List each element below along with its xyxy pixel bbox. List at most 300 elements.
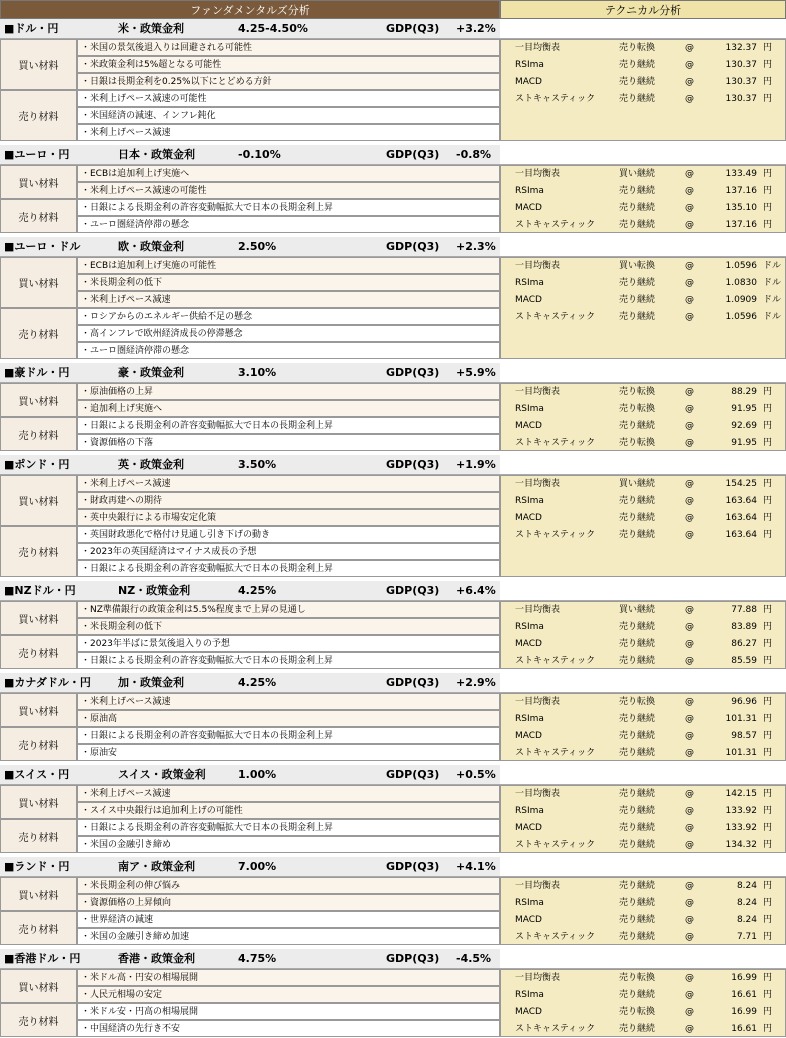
- price-unit: 円: [763, 404, 773, 414]
- at-mark: @: [685, 94, 694, 104]
- pair-name: ■ユーロ・ドル: [4, 240, 81, 253]
- price-unit: 円: [763, 60, 773, 70]
- technical-row: [501, 653, 786, 670]
- price-value: 133.49: [725, 169, 757, 179]
- sell-factor-item: ・米国の金融引き締め: [77, 836, 500, 853]
- price-unit: ドル: [763, 312, 782, 322]
- at-mark: @: [685, 1024, 694, 1034]
- at-mark: @: [685, 169, 694, 179]
- pair-header-row: [0, 581, 500, 601]
- technical-row: [501, 493, 786, 510]
- pair-header-row: [0, 19, 500, 39]
- sell-factor-item: ・ロシアからのエネルギー供給不足の懸念: [77, 308, 500, 325]
- indicator-name: RSIma: [515, 990, 544, 1000]
- technical-row: [501, 401, 786, 418]
- technical-row: [501, 527, 786, 544]
- technical-row: [501, 510, 786, 527]
- technical-row: [501, 183, 786, 200]
- buy-factor-item: ・米ドル高・円安の相場展開: [77, 969, 500, 986]
- indicator-name: MACD: [515, 77, 542, 87]
- signal-status: 買い継続: [619, 605, 656, 615]
- indicator-name: 一目均衡表: [515, 789, 561, 799]
- pair-header-row-technical: [500, 765, 786, 785]
- buy-factor-item: ・米長期金利の低下: [77, 274, 500, 291]
- signal-status: 売り継続: [619, 881, 656, 891]
- buy-factors-label: 買い材料: [0, 693, 77, 727]
- price-value: 101.31: [725, 748, 757, 758]
- signal-status: 売り継続: [619, 421, 656, 431]
- buy-factors-label: 買い材料: [0, 257, 77, 308]
- gdp-value: +3.2%: [456, 22, 496, 35]
- technical-header: テクニカル分析: [500, 0, 786, 19]
- buy-factor-item: ・ECBは追加利上げ実施へ: [77, 165, 500, 182]
- buy-factor-item: ・米利上げペース減速: [77, 785, 500, 802]
- price-value: 132.37: [725, 43, 757, 53]
- buy-factor-item: ・スイス中央銀行は追加利上げの可能性: [77, 802, 500, 819]
- signal-status: 売り継続: [619, 932, 656, 942]
- pair-header-row: [0, 237, 500, 257]
- buy-factor-item: ・原油高: [77, 710, 500, 727]
- technical-row: [501, 878, 786, 895]
- sell-factor-item: ・米利上げペース減速: [77, 124, 500, 141]
- technical-row: [501, 275, 786, 292]
- price-unit: 円: [763, 387, 773, 397]
- price-unit: ドル: [763, 278, 782, 288]
- signal-status: 売り継続: [619, 789, 656, 799]
- price-unit: 円: [763, 990, 773, 1000]
- gdp-value: -4.5%: [456, 952, 492, 965]
- gdp-value: -0.8%: [456, 148, 492, 161]
- price-unit: 円: [763, 94, 773, 104]
- at-mark: @: [685, 731, 694, 741]
- pair-header-row: [0, 363, 500, 383]
- technical-row: [501, 636, 786, 653]
- signal-status: 売り継続: [619, 898, 656, 908]
- technical-row: [501, 200, 786, 217]
- at-mark: @: [685, 932, 694, 942]
- buy-factor-item: ・米利上げペース減速の可能性: [77, 182, 500, 199]
- price-value: 7.71: [736, 932, 757, 942]
- gdp-value: +5.9%: [456, 366, 496, 379]
- signal-status: 売り継続: [619, 622, 656, 632]
- price-value: 91.95: [731, 404, 757, 414]
- at-mark: @: [685, 77, 694, 87]
- buy-factor-item: ・資源価格の上昇傾向: [77, 894, 500, 911]
- policy-rate-label: 豪・政策金利: [118, 366, 184, 379]
- indicator-name: RSIma: [515, 278, 544, 288]
- sell-factor-item: ・中国経済の先行き不安: [77, 1020, 500, 1037]
- price-value: 1.0596: [725, 261, 757, 271]
- signal-status: 売り転換: [619, 438, 656, 448]
- pair-header-row-technical: [500, 363, 786, 383]
- indicator-name: ストキャスティック: [515, 1024, 596, 1034]
- buy-factor-item: ・原油価格の上昇: [77, 383, 500, 400]
- indicator-name: 一目均衡表: [515, 261, 561, 271]
- technical-panel: [500, 383, 786, 451]
- policy-rate-label: 英・政策金利: [118, 458, 184, 471]
- price-value: 85.59: [731, 656, 757, 666]
- policy-rate-value: 3.10%: [238, 366, 277, 379]
- sell-factor-item: ・2023年の英国経済はマイナス成長の予想: [77, 543, 500, 560]
- price-value: 98.57: [731, 731, 757, 741]
- price-unit: 円: [763, 530, 773, 540]
- technical-row: [501, 694, 786, 711]
- signal-status: 売り継続: [619, 77, 656, 87]
- indicator-name: RSIma: [515, 496, 544, 506]
- price-unit: 円: [763, 714, 773, 724]
- policy-rate-value: 4.75%: [238, 952, 277, 965]
- indicator-name: ストキャスティック: [515, 312, 596, 322]
- price-value: 101.31: [725, 714, 757, 724]
- price-value: 130.37: [725, 77, 757, 87]
- price-unit: 円: [763, 840, 773, 850]
- pair-header-row: [0, 765, 500, 785]
- pair-header-row: [0, 949, 500, 969]
- technical-panel: [500, 693, 786, 761]
- buy-factors-label: 買い材料: [0, 39, 77, 90]
- policy-rate-label: 南ア・政策金利: [118, 860, 195, 873]
- indicator-name: RSIma: [515, 404, 544, 414]
- signal-status: 売り継続: [619, 94, 656, 104]
- buy-factor-item: ・人民元相場の安定: [77, 986, 500, 1003]
- price-unit: 円: [763, 479, 773, 489]
- technical-row: [501, 40, 786, 57]
- price-value: 142.15: [725, 789, 757, 799]
- at-mark: @: [685, 438, 694, 448]
- price-unit: ドル: [763, 261, 782, 271]
- pair-name: ■ランド・円: [4, 860, 70, 873]
- price-unit: 円: [763, 806, 773, 816]
- indicator-name: MACD: [515, 823, 542, 833]
- policy-rate-label: スイス・政策金利: [118, 768, 206, 781]
- price-unit: 円: [763, 513, 773, 523]
- price-unit: 円: [763, 881, 773, 891]
- signal-status: 売り継続: [619, 60, 656, 70]
- price-value: 88.29: [731, 387, 757, 397]
- price-unit: 円: [763, 496, 773, 506]
- pair-header-row: [0, 145, 500, 165]
- technical-row: [501, 476, 786, 493]
- sell-factor-item: ・日銀による長期金利の許容変動幅拡大で日本の長期金利上昇: [77, 199, 500, 216]
- gdp-label: GDP(Q3): [386, 240, 440, 253]
- indicator-name: RSIma: [515, 186, 544, 196]
- signal-status: 売り継続: [619, 295, 656, 305]
- pair-name: ■スイス・円: [4, 768, 70, 781]
- pair-name: ■カナダドル・円: [4, 676, 91, 689]
- signal-status: 売り転換: [619, 404, 656, 414]
- sell-factor-item: ・米利上げペース減速の可能性: [77, 90, 500, 107]
- signal-status: 売り継続: [619, 915, 656, 925]
- indicator-name: RSIma: [515, 60, 544, 70]
- technical-row: [501, 1004, 786, 1021]
- sell-factors-label: 売り材料: [0, 819, 77, 853]
- policy-rate-value: 4.25-4.50%: [238, 22, 308, 35]
- indicator-name: ストキャスティック: [515, 840, 596, 850]
- sell-factor-item: ・日銀による長期金利の許容変動幅拡大で日本の長期金利上昇: [77, 727, 500, 744]
- buy-factors-label: 買い材料: [0, 785, 77, 819]
- gdp-value: +2.3%: [456, 240, 496, 253]
- price-value: 86.27: [731, 639, 757, 649]
- price-value: 16.99: [731, 1007, 757, 1017]
- buy-factor-item: ・米利上げペース減速: [77, 475, 500, 492]
- gdp-label: GDP(Q3): [386, 860, 440, 873]
- technical-row: [501, 745, 786, 762]
- technical-row: [501, 786, 786, 803]
- technical-row: [501, 384, 786, 401]
- policy-rate-value: -0.10%: [238, 148, 281, 161]
- policy-rate-value: 3.50%: [238, 458, 277, 471]
- signal-status: 売り転換: [619, 387, 656, 397]
- gdp-label: GDP(Q3): [386, 148, 440, 161]
- sell-factors-label: 売り材料: [0, 199, 77, 233]
- price-unit: 円: [763, 639, 773, 649]
- signal-status: 売り継続: [619, 840, 656, 850]
- technical-row: [501, 418, 786, 435]
- price-unit: 円: [763, 697, 773, 707]
- sell-factors-label: 売り材料: [0, 635, 77, 669]
- at-mark: @: [685, 748, 694, 758]
- signal-status: 売り継続: [619, 748, 656, 758]
- indicator-name: RSIma: [515, 714, 544, 724]
- gdp-label: GDP(Q3): [386, 366, 440, 379]
- buy-factor-item: ・米利上げペース減速: [77, 291, 500, 308]
- indicator-name: ストキャスティック: [515, 438, 596, 448]
- buy-factor-item: ・NZ準備銀行の政策金利は5.5%程度まで上昇の見通し: [77, 601, 500, 618]
- pair-header-row: [0, 857, 500, 877]
- signal-status: 売り継続: [619, 990, 656, 1000]
- gdp-value: +4.1%: [456, 860, 496, 873]
- sell-factor-item: ・米国経済の減速、インフレ鈍化: [77, 107, 500, 124]
- price-value: 96.96: [731, 697, 757, 707]
- buy-factor-item: ・英中央銀行による市場安定化策: [77, 509, 500, 526]
- policy-rate-label: 加・政策金利: [118, 676, 184, 689]
- price-value: 83.89: [731, 622, 757, 632]
- indicator-name: 一目均衡表: [515, 43, 561, 53]
- sell-factor-item: ・英国財政悪化で格付け見通し引き下げの動き: [77, 526, 500, 543]
- signal-status: 売り継続: [619, 530, 656, 540]
- indicator-name: MACD: [515, 1007, 542, 1017]
- price-unit: 円: [763, 973, 773, 983]
- indicator-name: 一目均衡表: [515, 973, 561, 983]
- buy-factors-label: 買い材料: [0, 383, 77, 417]
- technical-row: [501, 837, 786, 854]
- technical-panel: [500, 475, 786, 577]
- signal-status: 売り継続: [619, 220, 656, 230]
- sell-factors-label: 売り材料: [0, 727, 77, 761]
- price-unit: 円: [763, 656, 773, 666]
- pair-header-row-technical: [500, 949, 786, 969]
- signal-status: 売り継続: [619, 731, 656, 741]
- sell-factor-item: ・米ドル安・円高の相場展開: [77, 1003, 500, 1020]
- price-value: 91.95: [731, 438, 757, 448]
- price-unit: ドル: [763, 295, 782, 305]
- sell-factors-label: 売り材料: [0, 90, 77, 141]
- sell-factor-item: ・高インフレで欧州経済成長の停滞懸念: [77, 325, 500, 342]
- buy-factor-item: ・米国の景気後退入りは回避される可能性: [77, 39, 500, 56]
- policy-rate-label: 香港・政策金利: [118, 952, 195, 965]
- price-value: 135.10: [725, 203, 757, 213]
- sell-factors-label: 売り材料: [0, 911, 77, 945]
- pair-name: ■豪ドル・円: [4, 366, 70, 379]
- technical-row: [501, 74, 786, 91]
- pair-header-row-technical: [500, 237, 786, 257]
- at-mark: @: [685, 1007, 694, 1017]
- policy-rate-label: NZ・政策金利: [118, 584, 191, 597]
- sell-factor-item: ・日銀による長期金利の許容変動幅拡大で日本の長期金利上昇: [77, 819, 500, 836]
- price-unit: 円: [763, 421, 773, 431]
- price-unit: 円: [763, 731, 773, 741]
- price-unit: 円: [763, 77, 773, 87]
- at-mark: @: [685, 656, 694, 666]
- at-mark: @: [685, 823, 694, 833]
- sell-factor-item: ・原油安: [77, 744, 500, 761]
- indicator-name: 一目均衡表: [515, 169, 561, 179]
- gdp-label: GDP(Q3): [386, 22, 440, 35]
- buy-factor-item: ・日銀は長期金利を0.25%以下にとどめる方針: [77, 73, 500, 90]
- technical-row: [501, 1021, 786, 1038]
- gdp-label: GDP(Q3): [386, 676, 440, 689]
- technical-row: [501, 803, 786, 820]
- at-mark: @: [685, 881, 694, 891]
- indicator-name: MACD: [515, 915, 542, 925]
- price-unit: 円: [763, 1007, 773, 1017]
- technical-row: [501, 970, 786, 987]
- at-mark: @: [685, 220, 694, 230]
- at-mark: @: [685, 295, 694, 305]
- price-unit: 円: [763, 898, 773, 908]
- policy-rate-value: 1.00%: [238, 768, 277, 781]
- technical-row: [501, 912, 786, 929]
- price-value: 137.16: [725, 220, 757, 230]
- price-unit: 円: [763, 915, 773, 925]
- buy-factor-item: ・米政策金利は5%超となる可能性: [77, 56, 500, 73]
- policy-rate-label: 日本・政策金利: [118, 148, 195, 161]
- gdp-label: GDP(Q3): [386, 584, 440, 597]
- price-value: 163.64: [725, 513, 757, 523]
- indicator-name: ストキャスティック: [515, 748, 596, 758]
- signal-status: 買い継続: [619, 169, 656, 179]
- price-value: 16.61: [731, 990, 757, 1000]
- signal-status: 売り継続: [619, 186, 656, 196]
- policy-rate-label: 欧・政策金利: [118, 240, 184, 253]
- technical-row: [501, 91, 786, 108]
- at-mark: @: [685, 789, 694, 799]
- buy-factor-item: ・米長期金利の伸び悩み: [77, 877, 500, 894]
- technical-row: [501, 602, 786, 619]
- price-value: 133.92: [725, 806, 757, 816]
- at-mark: @: [685, 421, 694, 431]
- technical-panel: [500, 969, 786, 1037]
- pair-header-row-technical: [500, 581, 786, 601]
- at-mark: @: [685, 404, 694, 414]
- fundamentals-header: ファンダメンタルズ分析: [0, 0, 500, 19]
- technical-panel: [500, 785, 786, 853]
- pair-header-row-technical: [500, 857, 786, 877]
- price-unit: 円: [763, 220, 773, 230]
- buy-factor-item: ・米長期金利の低下: [77, 618, 500, 635]
- policy-rate-value: 4.25%: [238, 584, 277, 597]
- signal-status: 売り継続: [619, 806, 656, 816]
- price-value: 1.0830: [725, 278, 757, 288]
- policy-rate-value: 2.50%: [238, 240, 277, 253]
- pair-name: ■ドル・円: [4, 22, 59, 35]
- gdp-value: +1.9%: [456, 458, 496, 471]
- price-value: 77.88: [731, 605, 757, 615]
- indicator-name: 一目均衡表: [515, 881, 561, 891]
- sell-factor-item: ・日銀による長期金利の許容変動幅拡大で日本の長期金利上昇: [77, 560, 500, 577]
- indicator-name: MACD: [515, 295, 542, 305]
- policy-rate-value: 7.00%: [238, 860, 277, 873]
- price-value: 1.0909: [725, 295, 757, 305]
- at-mark: @: [685, 898, 694, 908]
- gdp-value: +6.4%: [456, 584, 496, 597]
- technical-panel: [500, 165, 786, 233]
- technical-row: [501, 292, 786, 309]
- signal-status: 売り継続: [619, 513, 656, 523]
- indicator-name: MACD: [515, 421, 542, 431]
- sell-factor-item: ・日銀による長期金利の許容変動幅拡大で日本の長期金利上昇: [77, 652, 500, 669]
- at-mark: @: [685, 479, 694, 489]
- price-unit: 円: [763, 43, 773, 53]
- at-mark: @: [685, 714, 694, 724]
- indicator-name: ストキャスティック: [515, 220, 596, 230]
- signal-status: 売り転換: [619, 1007, 656, 1017]
- at-mark: @: [685, 261, 694, 271]
- sell-factor-item: ・日銀による長期金利の許容変動幅拡大で日本の長期金利上昇: [77, 417, 500, 434]
- indicator-name: RSIma: [515, 622, 544, 632]
- indicator-name: MACD: [515, 731, 542, 741]
- sell-factors-label: 売り材料: [0, 417, 77, 451]
- signal-status: 売り継続: [619, 823, 656, 833]
- pair-header-row-technical: [500, 19, 786, 39]
- at-mark: @: [685, 387, 694, 397]
- signal-status: 売り継続: [619, 312, 656, 322]
- price-value: 133.92: [725, 823, 757, 833]
- pair-name: ■ユーロ・円: [4, 148, 70, 161]
- at-mark: @: [685, 973, 694, 983]
- signal-status: 売り転換: [619, 697, 656, 707]
- indicator-name: 一目均衡表: [515, 697, 561, 707]
- technical-row: [501, 619, 786, 636]
- technical-row: [501, 435, 786, 452]
- price-value: 8.24: [736, 915, 757, 925]
- at-mark: @: [685, 513, 694, 523]
- price-unit: 円: [763, 438, 773, 448]
- gdp-label: GDP(Q3): [386, 768, 440, 781]
- gdp-label: GDP(Q3): [386, 458, 440, 471]
- buy-factors-label: 買い材料: [0, 601, 77, 635]
- at-mark: @: [685, 530, 694, 540]
- signal-status: 買い継続: [619, 479, 656, 489]
- gdp-value: +2.9%: [456, 676, 496, 689]
- price-value: 130.37: [725, 60, 757, 70]
- technical-row: [501, 309, 786, 326]
- pair-name: ■ポンド・円: [4, 458, 70, 471]
- indicator-name: MACD: [515, 203, 542, 213]
- pair-header-row: [0, 673, 500, 693]
- policy-rate-label: 米・政策金利: [118, 22, 184, 35]
- price-value: 134.32: [725, 840, 757, 850]
- price-unit: 円: [763, 186, 773, 196]
- price-unit: 円: [763, 789, 773, 799]
- price-unit: 円: [763, 203, 773, 213]
- sell-factor-item: ・米国の金融引き締め加速: [77, 928, 500, 945]
- price-unit: 円: [763, 823, 773, 833]
- buy-factors-label: 買い材料: [0, 877, 77, 911]
- sell-factor-item: ・資源価格の下落: [77, 434, 500, 451]
- technical-row: [501, 57, 786, 74]
- price-unit: 円: [763, 932, 773, 942]
